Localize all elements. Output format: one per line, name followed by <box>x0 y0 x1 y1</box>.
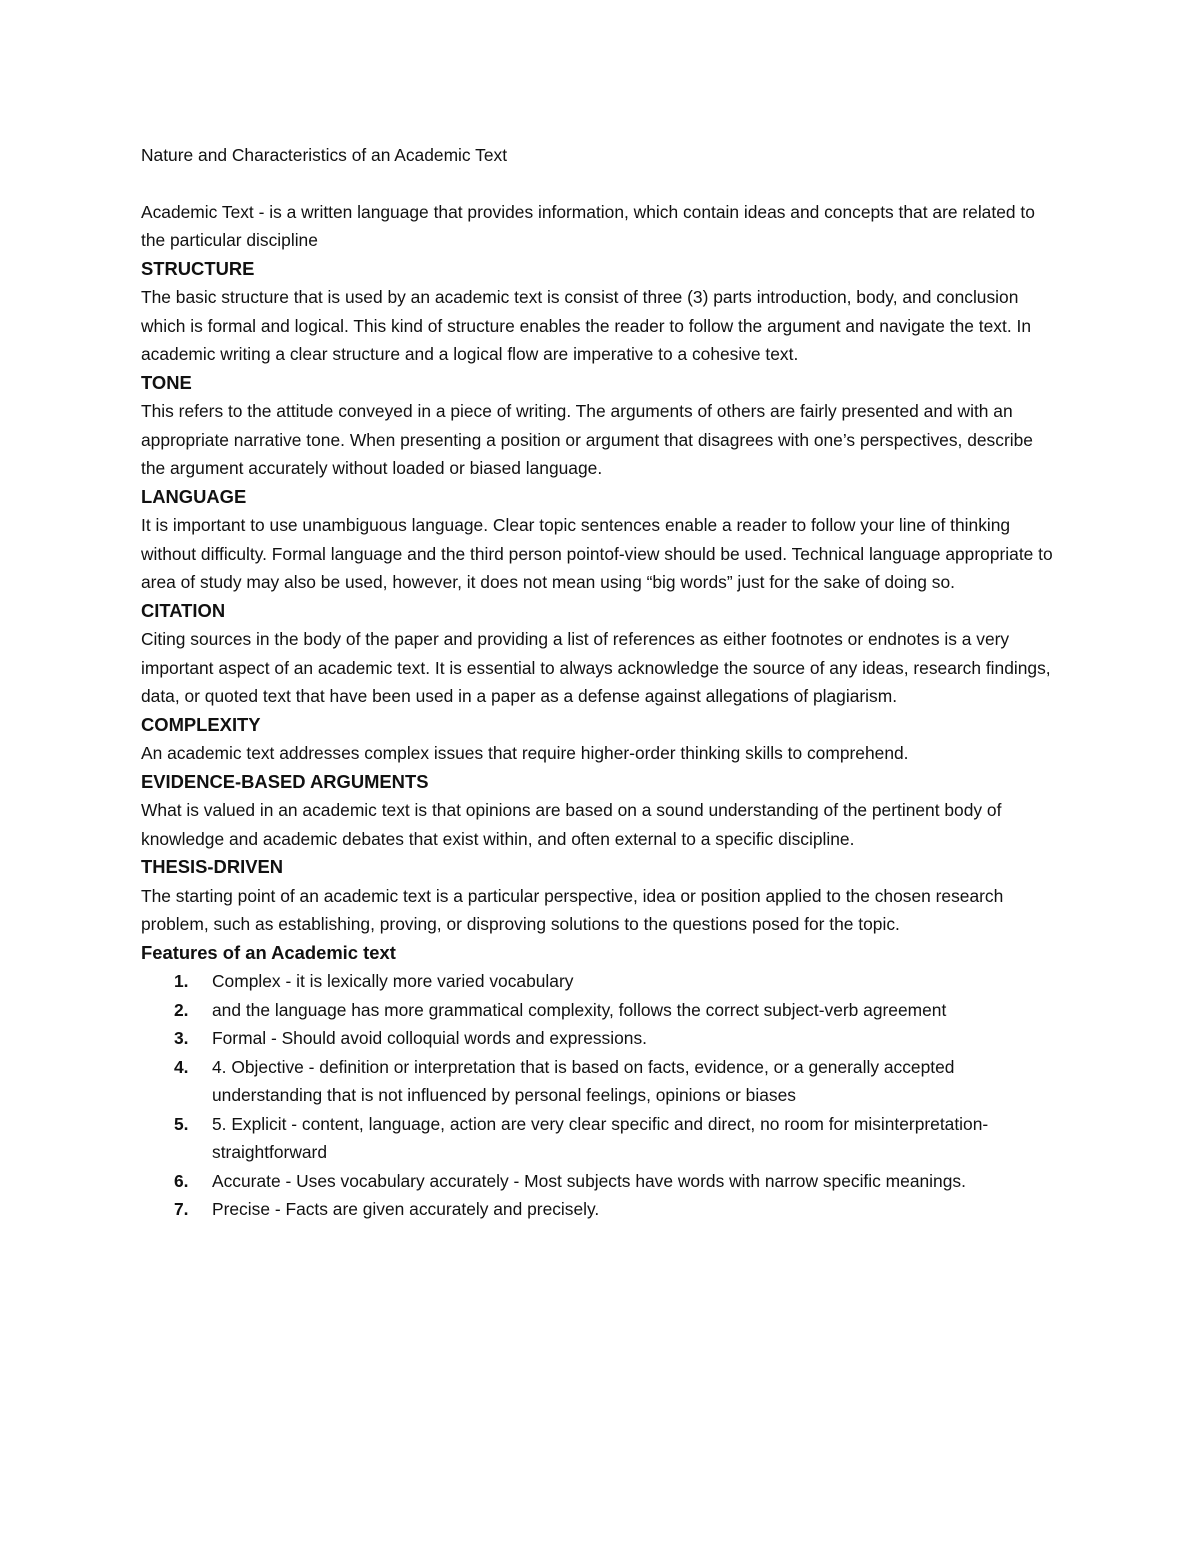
list-item <box>141 967 1056 996</box>
features-list <box>141 967 1056 1224</box>
list-item-text: Complex - it is lexically more varied vocabulary <box>212 971 574 991</box>
list-number: 4. <box>174 1056 189 1077</box>
document-page <box>141 141 1056 1224</box>
features-heading: Features of an Academic text <box>141 941 396 963</box>
section-text: This refers to the attitude conveyed in a piece of writing. The arguments of others are fairly presented and with an appropriate narrative tone. When presenting a position or argument that disagrees with one’s perspectives, describe the argument accurately without loaded or biased language. <box>141 401 1033 478</box>
list-item-text: and the language has more grammatical complexity, follows the correct subject-verb agreement <box>212 999 947 1020</box>
intro-paragraph: Academic Text - is a written language that provides information, which contain ideas and concepts that are related to the particular discipline <box>141 201 1035 250</box>
list-item <box>141 1110 1056 1167</box>
section-text: An academic text addresses complex issues that require higher-order thinking skills to comprehend. <box>141 743 909 763</box>
section-text: The basic structure that is used by an academic text is consist of three (3) parts introduction, body, and conclusion which is formal and logical. This kind of structure enables the reader to follow the argument and navigate the text. In academic writing a clear structure and a logical flow are imperative to a cohesive text. <box>141 287 1031 364</box>
section-heading: THESIS-DRIVEN <box>141 856 284 877</box>
section-heading: STRUCTURE <box>141 257 255 279</box>
section-heading: EVIDENCE-BASED ARGUMENTS <box>141 770 429 792</box>
section-text: What is valued in an academic text is that opinions are based on a sound understanding of the pertinent body of knowledge and academic debates that exist within, and often external to a specific discipline. <box>141 800 1002 849</box>
section-heading: TONE <box>141 371 192 393</box>
section-citation <box>141 597 1056 711</box>
list-item <box>141 1167 1056 1196</box>
section-evidence-based-arguments <box>141 768 1056 854</box>
list-item <box>141 1195 1056 1224</box>
list-number: 5. <box>174 1113 189 1134</box>
list-item-text: Precise - Facts are given accurately and precisely. <box>212 1199 600 1219</box>
list-item <box>141 996 1056 1025</box>
list-number: 1. <box>174 971 189 991</box>
list-number: 2. <box>174 999 189 1020</box>
section-thesis-driven <box>141 853 1056 939</box>
section-heading: LANGUAGE <box>141 485 247 507</box>
section-heading: COMPLEXITY <box>141 713 261 735</box>
list-item-text: 4. Objective - definition or interpretation that is based on facts, evidence, or a generally accepted understanding that is not influenced by personal feelings, opinions or biases <box>212 1056 955 1105</box>
list-number: 6. <box>174 1170 189 1191</box>
list-item-text: Formal - Should avoid colloquial words and expressions. <box>212 1028 647 1048</box>
section-language <box>141 483 1056 597</box>
section-structure <box>141 255 1056 369</box>
list-item-text: 5. Explicit - content, language, action are very clear specific and direct, no room for misinterpretation-straightforward <box>212 1113 989 1162</box>
list-number: 3. <box>174 1028 189 1048</box>
list-item <box>141 1053 1056 1110</box>
section-tone <box>141 369 1056 483</box>
section-complexity <box>141 711 1056 768</box>
list-number: 7. <box>174 1199 189 1219</box>
list-item-text: Accurate - Uses vocabulary accurately - Most subjects have words with narrow specific meanings. <box>212 1170 966 1191</box>
section-text: The starting point of an academic text is a particular perspective, idea or position applied to the chosen research problem, such as establishing, proving, or disproving solutions to the questions posed for the topic. <box>141 885 1004 934</box>
section-text: It is important to use unambiguous language. Clear topic sentences enable a reader to follow your line of thinking without difficulty. Formal language and the third person pointof-view should be used. Technical language appropriate to area of study may also be used, however, it does not mean using “big words” just for the sake of doing so. <box>141 515 1053 592</box>
section-text: Citing sources in the body of the paper and providing a list of references as either footnotes or endnotes is a very important aspect of an academic text. It is essential to always acknowledge the source of any ideas, research findings, data, or quoted text that have been used in a paper as a defense against allegations of plagiarism. <box>141 629 1051 706</box>
list-item <box>141 1024 1056 1053</box>
section-heading: CITATION <box>141 599 226 621</box>
document-title: Nature and Characteristics of an Academic Text <box>141 145 508 165</box>
